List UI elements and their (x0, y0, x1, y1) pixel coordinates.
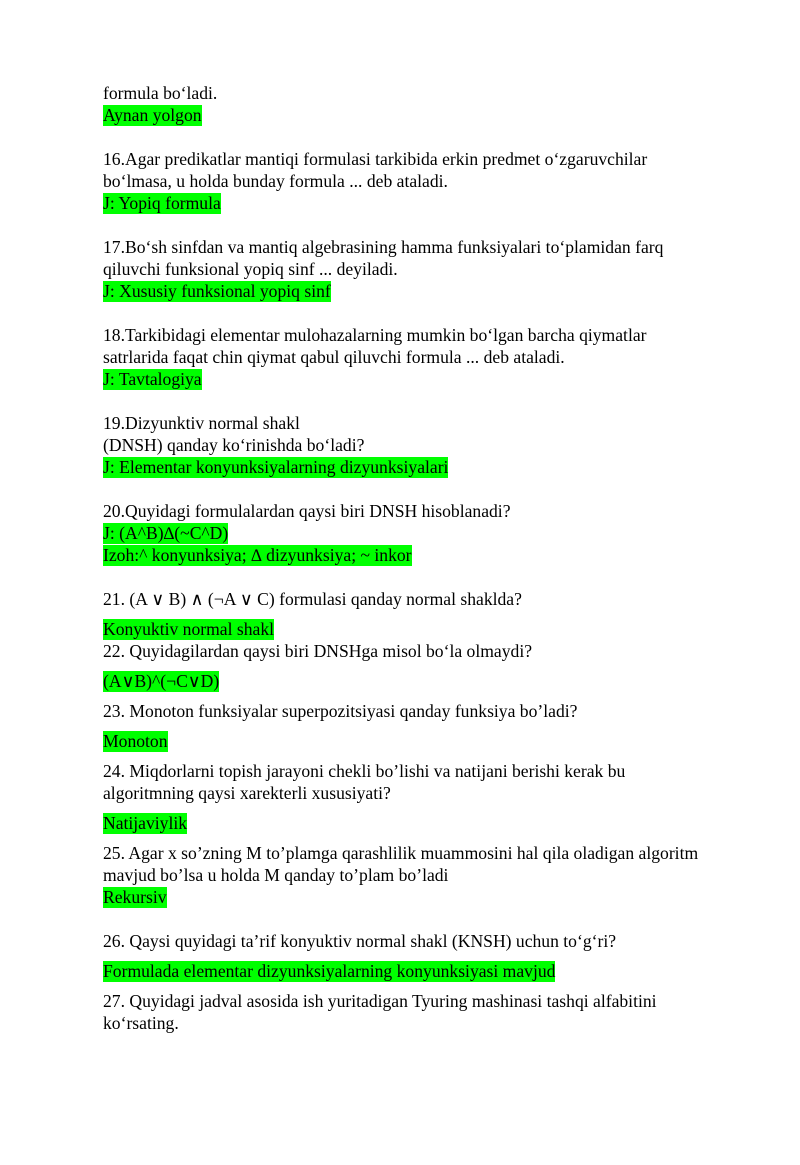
q26-line-1: 26. Qaysi quyidagi ta’rif konyuktiv normal shakl (KNSH) uchun to‘g‘ri? (103, 931, 617, 951)
q20-answer: J: (A^B)∆(~C^D) (103, 523, 229, 543)
q21-answer: Konyuktiv normal shakl (103, 619, 275, 639)
q17-line-1: 17.Bo‘sh sinfdan va mantiq algebrasining hamma funksiyalari to‘plamidan farq (103, 237, 664, 257)
q26-answer: Formulada elementar dizyunksiyalarning konyunksiyasi mavjud (103, 961, 556, 981)
q24-answer: Natijaviylik (103, 813, 188, 833)
q22-line-1: 22. Quyidagilardan qaysi biri DNSHga misol bo‘la olmaydi? (103, 641, 533, 661)
q19-line-2: (DNSH) qanday ko‘rinishda bo‘ladi? (103, 435, 365, 455)
q23-line-1: 23. Monoton funksiyalar superpozitsiyasi qanday funksiya bo’ladi? (103, 701, 578, 721)
intro-text: formula bo‘ladi. (103, 83, 218, 103)
q16-answer: J: Yopiq formula (103, 193, 221, 213)
q18-line-2: satrlarida faqat chin qiymat qabul qiluvchi formula ... deb ataladi. (103, 347, 565, 367)
q19-answer: J: Elementar konyunksiyalarning dizyunksiyalari (103, 457, 449, 477)
q25-line-1: 25. Agar x so’zning M to’plamga qarashlilik muammosini hal qila oladigan algoritm (103, 843, 699, 863)
q25-answer: Rekursiv (103, 887, 167, 907)
q24-line-1: 24. Miqdorlarni topish jarayoni chekli bo’lishi va natijani berishi kerak bu (103, 761, 626, 781)
q21-line-1: 21. (A ∨ B) ∧ (¬A ∨ C) formulasi qanday normal shaklda? (103, 589, 522, 609)
q20-note: Izoh:^ konyunksiya; ∆ dizyunksiya; ~ inkor (103, 545, 412, 565)
q19-line-1: 19.Dizyunktiv normal shakl (103, 413, 300, 433)
q27-line-1: 27. Quyidagi jadval asosida ish yuritadigan Tyuring mashinasi tashqi alfabitini (103, 991, 657, 1011)
q24-line-2: algoritmning qaysi xarekterli xususiyati? (103, 783, 391, 803)
q18-answer: J: Tavtalogiya (103, 369, 202, 389)
q18-line-1: 18.Tarkibidagi elementar mulohazalarning mumkin bo‘lgan barcha qiymatlar (103, 325, 647, 345)
q17-line-2: qiluvchi funksional yopiq sinf ... deyiladi. (103, 259, 398, 279)
document-body (103, 82, 753, 1034)
q16-line-2: bo‘lmasa, u holda bunday formula ... deb ataladi. (103, 171, 448, 191)
q17-answer: J: Xususiy funksional yopiq sinf (103, 281, 331, 301)
intro-answer: Aynan yolgon (103, 105, 202, 125)
q25-line-2: mavjud bo’lsa u holda M qanday to’plam bo’ladi (103, 865, 449, 885)
q23-answer: Monoton (103, 731, 168, 751)
q20-line-1: 20.Quyidagi formulalardan qaysi biri DNSH hisoblanadi? (103, 501, 511, 521)
q27-line-2: ko‘rsating. (103, 1013, 179, 1033)
q22-answer: (A∨B)^(¬C∨D) (103, 671, 220, 691)
q16-line-1: 16.Agar predikatlar mantiqi formulasi tarkibida erkin predmet o‘zgaruvchilar (103, 149, 648, 169)
